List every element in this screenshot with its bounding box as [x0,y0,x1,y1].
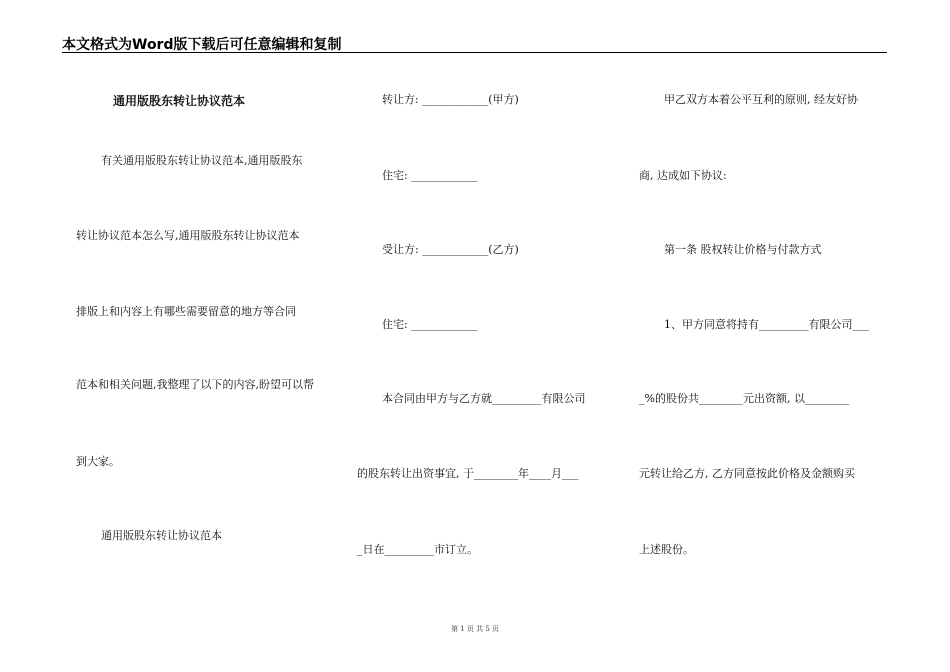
col1-line-4: 范本和相关问题,我整理了以下的内容,盼望可以帮 [76,378,314,391]
col1-line-1: 有关通用版股东转让协议范本,通用版股东 [101,154,303,167]
col1-line-2: 转让协议范本怎么写,通用版股东转让协议范本 [76,229,300,242]
col3-line-5: _%的股份共________元出资额, 以________ [639,392,849,405]
col1-line-6: 通用版股东转让协议范本 [101,529,222,542]
col3-line-6: 元转让给乙方, 乙方同意按此价格及金额购买 [639,467,855,480]
col3-line-1: 甲乙双方本着公平互利的原则, 经友好协 [664,93,858,106]
col2-line-2: 住宅: ____________ [382,169,478,182]
col2-line-7: _日在_________市订立。 [357,543,478,556]
col2-line-4: 住宅: ____________ [382,318,478,331]
col3-line-7: 上述股份。 [639,543,694,556]
col3-line-4: 1、甲方同意将持有_________有限公司___ [664,318,869,331]
col2-line-6: 的股东转让出资事宜, 于________年____月___ [357,467,579,480]
page-number: 第 1 页 共 5 页 [450,625,500,633]
col1-line-5: 到大家。 [76,455,120,468]
col2-line-1: 转让方: ____________(甲方) [382,93,519,106]
col2-line-5: 本合同由甲方与乙方就_________有限公司 [382,392,586,405]
col3-line-2: 商, 达成如下协议: [639,169,727,182]
document-title: 通用版股东转让协议范本 [113,94,246,108]
col2-line-3: 受让方: ____________(乙方) [382,243,519,256]
col3-line-3: 第一条 股权转让价格与付款方式 [664,243,822,256]
header-rule [62,52,887,53]
document-header: 本文格式为Word版下载后可任意编辑和复制 [62,37,342,53]
col1-line-3: 排版上和内容上有哪些需要留意的地方等合同 [76,305,296,318]
